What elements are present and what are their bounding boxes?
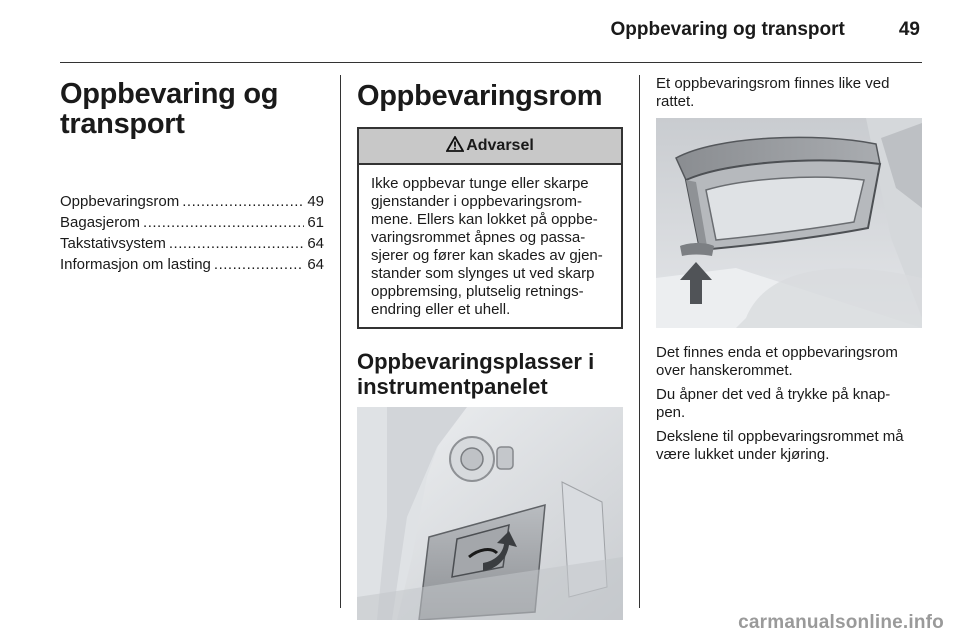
warning-triangle-icon (446, 136, 464, 157)
paragraph (656, 344, 922, 380)
toc-page: 49 (307, 193, 324, 210)
toc-label: Informasjon om lasting (60, 256, 211, 273)
toc-leader (214, 254, 304, 275)
section-title: Oppbevaringsrom (357, 80, 603, 112)
text-line: Du åpner det ved å trykke på knap- (656, 386, 891, 403)
warning-line: endring eller et uhell. (371, 301, 511, 318)
toc-entry[interactable] (60, 212, 324, 233)
toc-entry[interactable] (60, 254, 324, 275)
text-line: rattet. (656, 93, 695, 110)
page-number: 49 (898, 19, 920, 40)
table-of-contents (60, 191, 324, 275)
toc-entry[interactable] (60, 233, 324, 254)
toc-label: Oppbevaringsrom (60, 193, 180, 210)
warning-line: oppbremsing, plutselig retnings- (371, 283, 584, 300)
watermark: carmanualsonline.info (738, 612, 944, 633)
warning-header (359, 129, 621, 165)
header-rule (60, 62, 922, 63)
toc-entry[interactable] (60, 191, 324, 212)
text-line: være lukket under kjøring. (656, 446, 830, 463)
toc-label: Takstativsystem (60, 235, 166, 252)
toc-leader (169, 233, 304, 254)
warning-line: stander som slynges ut ved skarp (371, 265, 595, 282)
toc-page: 61 (307, 214, 324, 231)
chapter-column (60, 75, 324, 275)
right-column (656, 75, 922, 470)
toc-leader (182, 191, 304, 212)
text-line: Det finnes enda et oppbevaringsrom (656, 344, 898, 361)
running-header-section: Oppbevaring og transport (610, 19, 845, 40)
warning-line: varingsrommet åpnes og passa- (371, 229, 586, 246)
paragraph (656, 75, 922, 111)
paragraph (656, 428, 922, 464)
subsection-title-line2: instrumentpanelet (357, 374, 548, 399)
warning-line: Ikke oppbevar tunge eller skarpe (371, 175, 589, 192)
warning-box (357, 127, 623, 329)
warning-text (359, 165, 621, 327)
chapter-title (60, 79, 324, 139)
running-header (611, 19, 921, 41)
subsection-title (357, 349, 623, 399)
text-line: over hanskerommet. (656, 362, 793, 379)
column-divider-2 (639, 75, 640, 608)
toc-page: 64 (307, 235, 324, 252)
toc-page: 64 (307, 256, 324, 273)
text-line: pen. (656, 404, 686, 421)
text-line: Et oppbevaringsrom finnes like ved (656, 75, 890, 92)
warning-line: gjenstander i oppbevaringsrom- (371, 193, 582, 210)
overhead-storage-illustration (656, 118, 922, 328)
warning-line: sjerer og fører kan skades av gjen- (371, 247, 603, 264)
text-line: Dekslene til oppbevaringsrommet må (656, 428, 904, 445)
paragraph (656, 386, 922, 422)
toc-leader (143, 212, 304, 233)
chapter-title-line2: transport (60, 108, 185, 140)
right-column-text (656, 344, 922, 464)
column-divider-1 (340, 75, 341, 608)
subsection-title-line1: Oppbevaringsplasser i (357, 349, 595, 374)
warning-line: mene. Ellers kan lokket på oppbe- (371, 211, 598, 228)
dashboard-storage-illustration (357, 407, 623, 620)
chapter-title-line1: Oppbevaring og (60, 78, 279, 110)
toc-label: Bagasjerom (60, 214, 141, 231)
warning-title: Advarsel (466, 137, 534, 154)
main-column (357, 75, 623, 620)
